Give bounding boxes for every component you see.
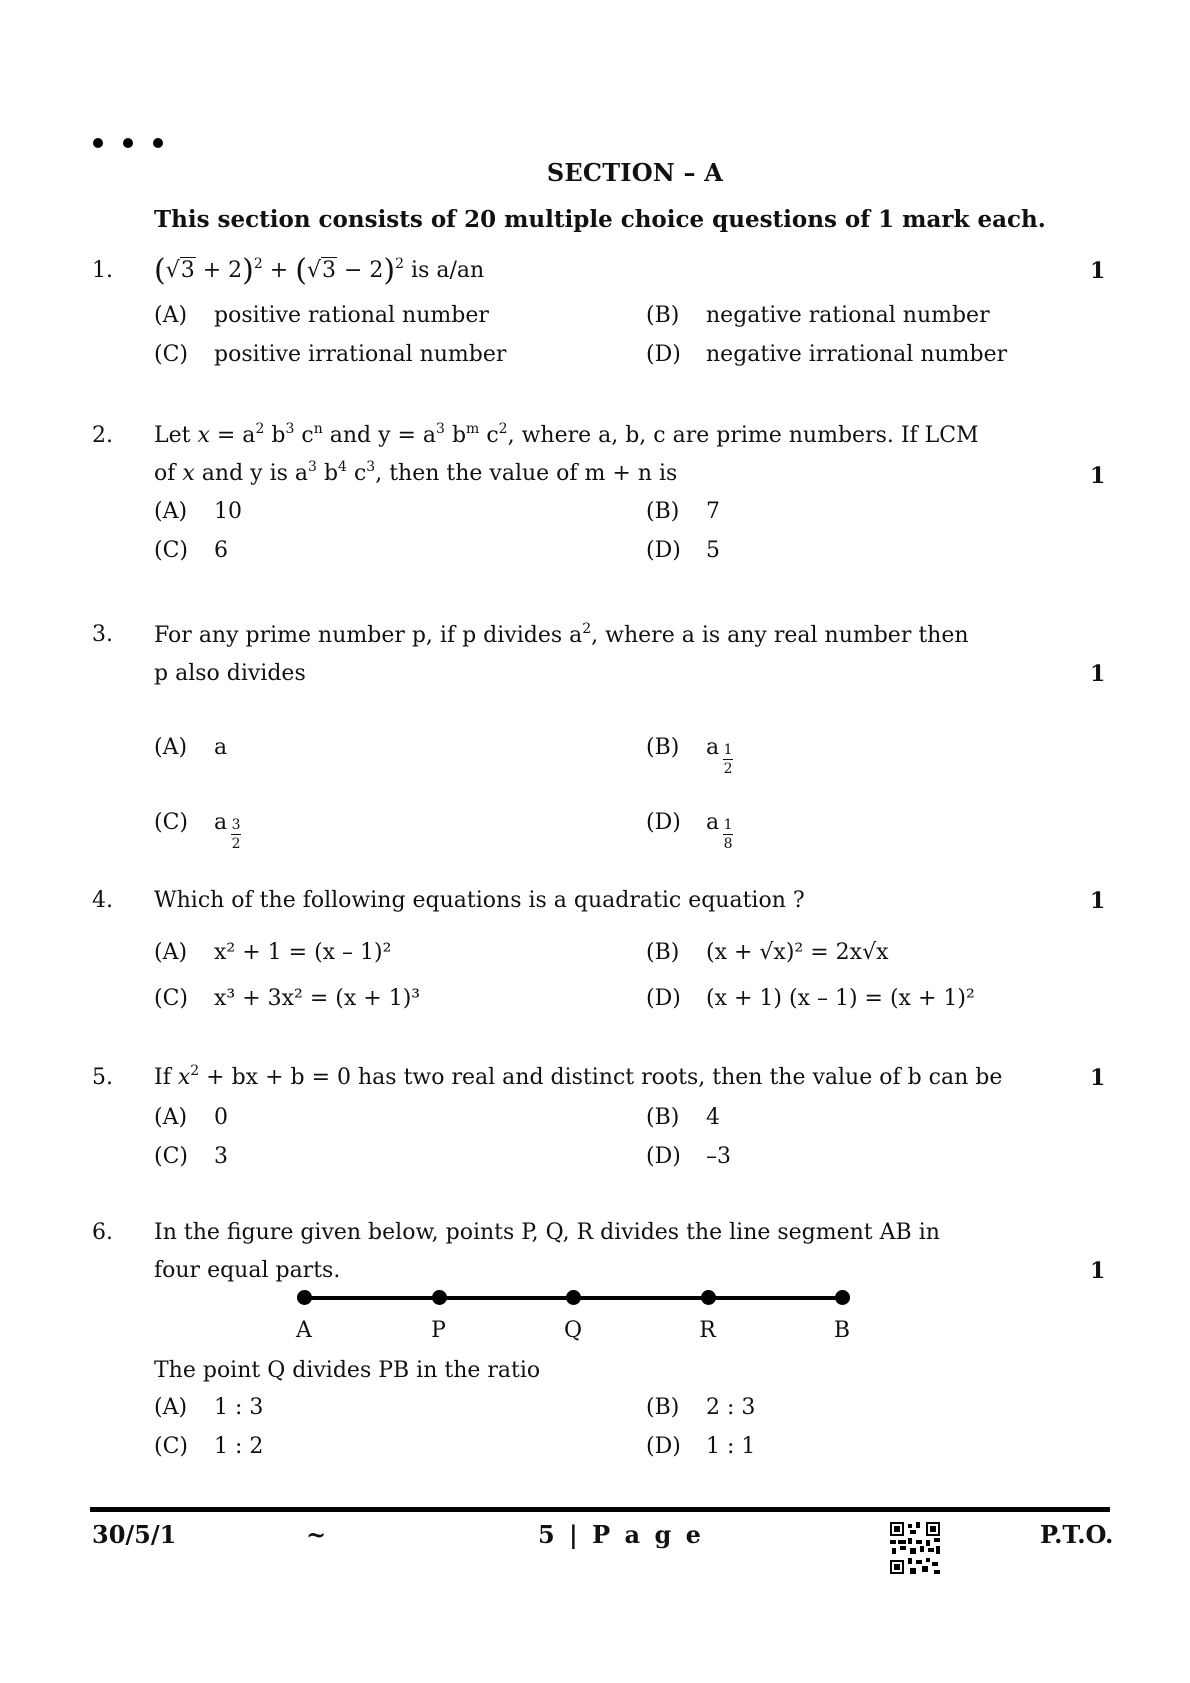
question-2-number: 2. (92, 423, 113, 448)
exponent-fraction: $\frac{1}{2}$ (723, 742, 733, 777)
question-4-marks: 1 (1090, 888, 1106, 914)
question-5-stem: If $x^2$ + bx + b = 0 has two real and distinct roots, then the value of b can be (154, 1063, 1003, 1090)
question-1-option-d[interactable]: (D) negative irrational number (646, 342, 1008, 367)
dot-icon (93, 138, 103, 148)
question-6-stem: In the figure given below, points P, Q, R divides the line segment AB in four equal parts. (154, 1220, 940, 1283)
question-5-option-b[interactable]: (B) 4 (646, 1105, 720, 1130)
question-4-stem: Which of the following equations is a quadratic equation ? (154, 888, 805, 913)
question-1-option-b[interactable]: (B) negative rational number (646, 303, 990, 328)
question-1-option-a[interactable]: (A) positive rational number (154, 303, 489, 328)
question-3-stem-line-1: For any prime number p, if p divides $a^2$, where a is any real number then (154, 621, 969, 648)
paper-code: 30/5/1 (92, 1520, 177, 1549)
question-2-stem-line-1: Let $x = a^2$ $b^3$ $c^n$ and $y = a^3$ $b^m$ $c^2$, where a, b, c are prime numbers. If LCM (154, 421, 979, 448)
dot-icon (123, 138, 133, 148)
question-4-option-a[interactable]: (A) x² + 1 = (x – 1)² (154, 940, 392, 965)
question-3-option-a[interactable]: (A) a (154, 735, 228, 760)
question-2-option-d[interactable]: (D) 5 (646, 538, 720, 563)
please-turn-over: P.T.O. (1040, 1520, 1114, 1549)
label-r: R (699, 1318, 716, 1343)
point-b-icon (835, 1290, 850, 1305)
question-5-option-d[interactable]: (D) –3 (646, 1144, 731, 1169)
point-r-icon (701, 1290, 716, 1305)
qr-code-icon (890, 1522, 940, 1574)
question-6-option-b[interactable]: (B) 2 : 3 (646, 1395, 756, 1420)
question-1-stem (154, 252, 1054, 290)
label-a: A (296, 1318, 312, 1343)
question-5-number: 5. (92, 1065, 113, 1090)
label-q: Q (563, 1318, 583, 1343)
question-6-option-d[interactable]: (D) 1 : 1 (646, 1434, 756, 1459)
question-6-follow-up: The point Q divides PB in the ratio (154, 1358, 541, 1383)
question-2-option-c[interactable]: (C) 6 (154, 538, 228, 563)
question-4-number: 4. (92, 888, 113, 913)
exponent-fraction: $\frac{3}{2}$ (231, 817, 241, 852)
footer-tilde: ~ (306, 1520, 327, 1549)
section-title: SECTION – A (546, 158, 724, 187)
page-number: 5 | P a g e (538, 1520, 704, 1549)
line-segment-figure (296, 1288, 851, 1348)
question-6-number: 6. (92, 1220, 113, 1245)
question-1-expression: $(√3 + 2)^2 + (√3 - 2)^2$ (154, 253, 405, 288)
question-5-option-a[interactable]: (A) 0 (154, 1105, 228, 1130)
question-6-option-c[interactable]: (C) 1 : 2 (154, 1434, 264, 1459)
point-q-icon (566, 1290, 581, 1305)
question-1-option-c[interactable]: (C) positive irrational number (154, 342, 507, 367)
question-3-option-c[interactable]: (C) a $\frac{3}{2}$ (154, 810, 241, 852)
label-p: P (431, 1318, 446, 1343)
label-b: B (833, 1318, 851, 1343)
question-3-option-b[interactable]: (B) a $\frac{1}{2}$ (646, 735, 733, 777)
question-3-stem (154, 617, 1054, 693)
bullet-dots (93, 138, 163, 148)
question-2-option-b[interactable]: (B) 7 (646, 499, 720, 524)
point-p-icon (432, 1290, 447, 1305)
question-3-stem-line-2: p also divides (154, 661, 306, 686)
question-1-stem-text: is a/an (411, 258, 485, 283)
question-2-marks: 1 (1090, 463, 1106, 489)
question-6-marks: 1 (1090, 1258, 1106, 1284)
question-3-number: 3. (92, 622, 113, 647)
question-5-marks: 1 (1090, 1065, 1106, 1091)
question-1-marks: 1 (1090, 258, 1106, 284)
section-instructions: This section consists of 20 multiple choice questions of 1 mark each. (154, 206, 1046, 233)
dot-icon (153, 138, 163, 148)
question-5-option-c[interactable]: (C) 3 (154, 1144, 228, 1169)
question-6-option-a[interactable]: (A) 1 : 3 (154, 1395, 264, 1420)
question-4-option-d[interactable]: (D) (x + 1) (x – 1) = (x + 1)² (646, 986, 975, 1011)
point-a-icon (297, 1290, 312, 1305)
question-4-option-c[interactable]: (C) x³ + 3x² = (x + 1)³ (154, 986, 421, 1011)
question-2-stem (154, 417, 1054, 493)
exponent-fraction: $\frac{1}{8}$ (723, 817, 733, 852)
question-4-option-b[interactable]: (B) (x + √x)² = 2x√x (646, 940, 889, 965)
question-2-stem-line-2: of x and y is $a^3$ $b^4$ $c^3$, then the value of m + n is (154, 459, 678, 486)
question-3-marks: 1 (1090, 661, 1106, 687)
question-3-option-d[interactable]: (D) a $\frac{1}{8}$ (646, 810, 733, 852)
question-2-option-a[interactable]: (A) 10 (154, 499, 242, 524)
question-1-number: 1. (92, 258, 113, 283)
footer-divider (90, 1507, 1110, 1512)
